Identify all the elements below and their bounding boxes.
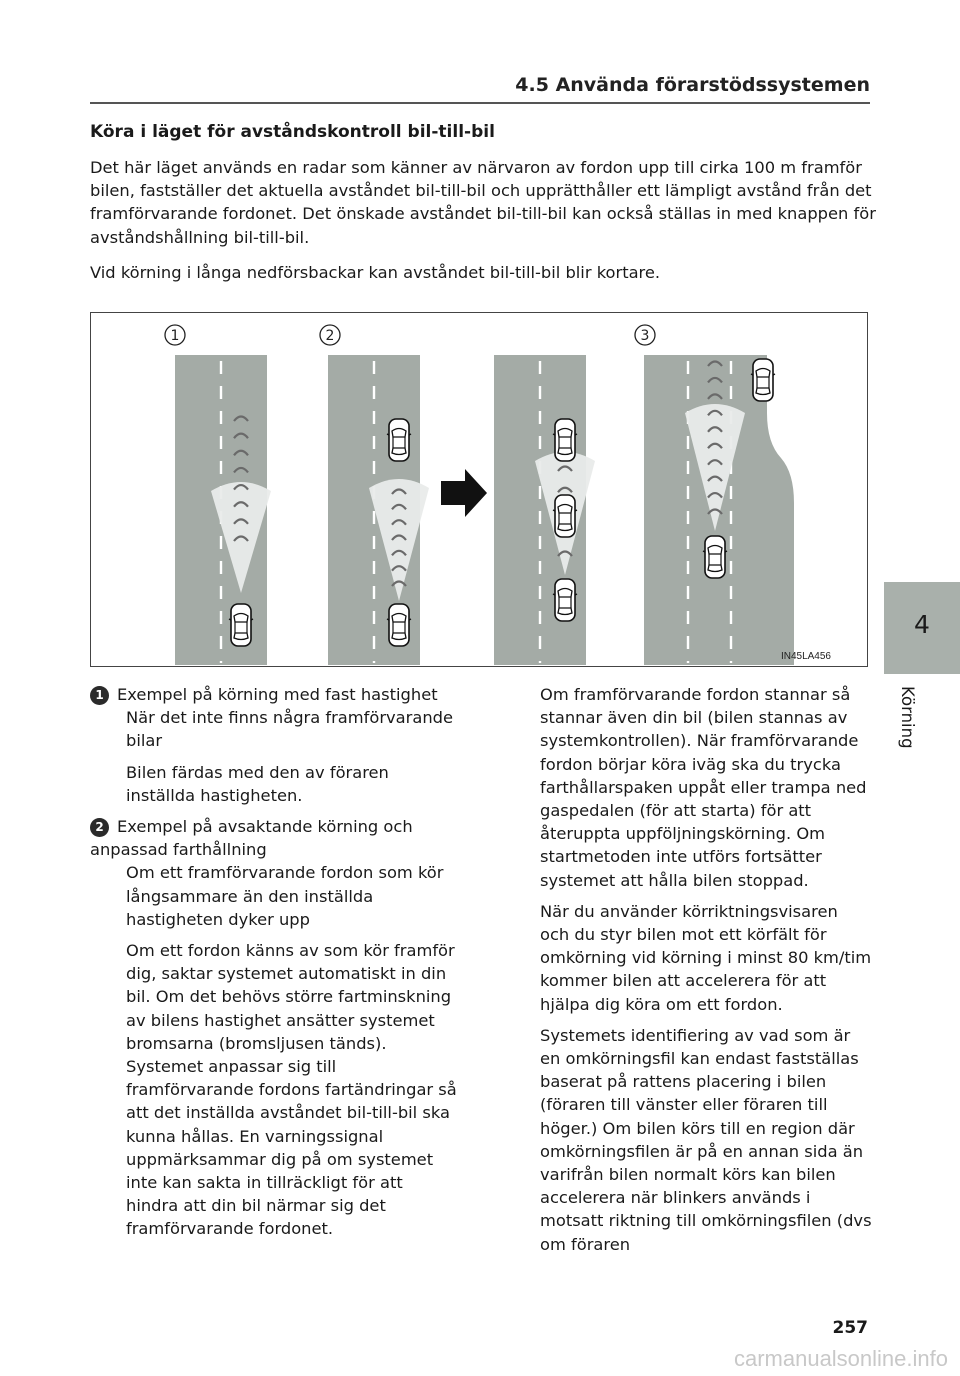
- item-1-title: Exempel på körning med fast hastighet: [117, 685, 438, 704]
- own-car-3b: [703, 536, 727, 578]
- intro-paragraph-2: Vid körning i långa nedförsbackar kan avståndet bil-till-bil blir kortare.: [90, 262, 661, 282]
- own-car-1: [229, 604, 253, 646]
- item-2-number: 2: [90, 818, 109, 837]
- right-paragraph-1: Om framförvarande fordon stannar så stannar även din bil (bilen stannas av systemkontrollen). När framförvarande fordon börjar köra iväg ska du trycka farthållarspaken uppåt eller trampa ned gaspedalen (för att starta) för att återuppta uppföljningskörning. Om startmetoden inte utförs fortsätter systemet att hålla bilen stoppad.: [540, 685, 867, 890]
- left-column: [90, 683, 460, 1249]
- item-2: [90, 815, 460, 1241]
- chapter-tab: [884, 582, 960, 674]
- lead-car-3a: [553, 419, 577, 461]
- own-car-3a: [553, 495, 577, 537]
- lead-car-2: [387, 419, 411, 461]
- acc-diagram: [91, 313, 867, 665]
- lead-car-3b: [751, 359, 775, 401]
- page-header-title: 4.5 Använda förarstödssystemen: [515, 74, 870, 96]
- figure-label-2: 2: [325, 328, 335, 344]
- item-2-sub-1: Om ett framförvarande fordon som kör långsammare än den inställda hastigheten dyker upp: [126, 863, 444, 929]
- header-rule: [90, 102, 870, 104]
- figure-label-1: 1: [170, 328, 180, 344]
- right-paragraph-2: När du använder körriktningsvisaren och du styr bilen mot ett körfält för omkörning vid körning i minst 80 km/tim kommer bilen att accelerera för att hjälpa dig köra om ett fordon.: [540, 901, 872, 1014]
- rear-car-3a: [553, 579, 577, 621]
- page-number: 257: [832, 1318, 868, 1338]
- chapter-label-wrap: [894, 686, 924, 766]
- chapter-label: Körning: [898, 686, 917, 749]
- item-2-title: Exempel på avsaktande körning och anpassad farthållning: [90, 817, 413, 860]
- watermark: carmanualsonline.info: [733, 1346, 948, 1371]
- intro-text: [90, 156, 880, 296]
- right-paragraph-3: Systemets identifiering av vad som är en omkörningsfil kan endast fastställas baserat på rattens placering i bilen (föraren till vänster eller föraren till höger.) Om bilen körs till en region där omkörningsfilen är på en annan sida än varifrån bilen normalt körs kan bilen accelerera när blinkers används i motsatt riktning till omkörningsfilen (dvs om föraren: [540, 1025, 872, 1254]
- item-1-number: 1: [90, 686, 109, 705]
- figure-label-3: 3: [640, 328, 650, 344]
- figure-code: IN45LA456: [780, 651, 831, 662]
- item-2-sub-2: Om ett fordon känns av som kör framför dig, saktar systemet automatiskt in din bil. Om det behövs större fartminskning av bilens hastighet ansätter systemet bromsarna (bromsljusen tänds). Systemet anpassar sig till framförvarande fordons fartändringar så att det inställda avståndet bil-till-bil ska kunna hållas. En varningssignal uppmärksammar dig på om systemet inte kan sakta in tillräckligt för att hindra att din bil närmar sig det framförvarande fordonet.: [126, 941, 457, 1239]
- transition-arrow: [441, 469, 487, 517]
- own-car-2: [387, 604, 411, 646]
- item-1-sub-2: Bilen färdas med den av föraren inställda hastigheten.: [126, 762, 389, 805]
- item-1-sub-1: När det inte finns några framförvarande bilar: [126, 708, 453, 751]
- section-heading: Köra i läget för avståndskontroll bil-till-bil: [90, 122, 495, 142]
- chapter-tab-number: 4: [914, 610, 930, 639]
- item-1: [90, 683, 460, 807]
- acc-diagram-figure: [90, 312, 868, 667]
- right-column: [540, 683, 872, 1264]
- intro-paragraph-1: Det här läget används en radar som känner av närvaron av fordon upp till cirka 100 m framför bilen, fastställer det aktuella avståndet bil-till-bil och upprätthåller ett lämpligt avstånd från det framförvarande fordonet. Det önskade avståndet bil-till-bil kan också ställas in med knappen för avståndshållning bil-till-bil.: [90, 158, 876, 247]
